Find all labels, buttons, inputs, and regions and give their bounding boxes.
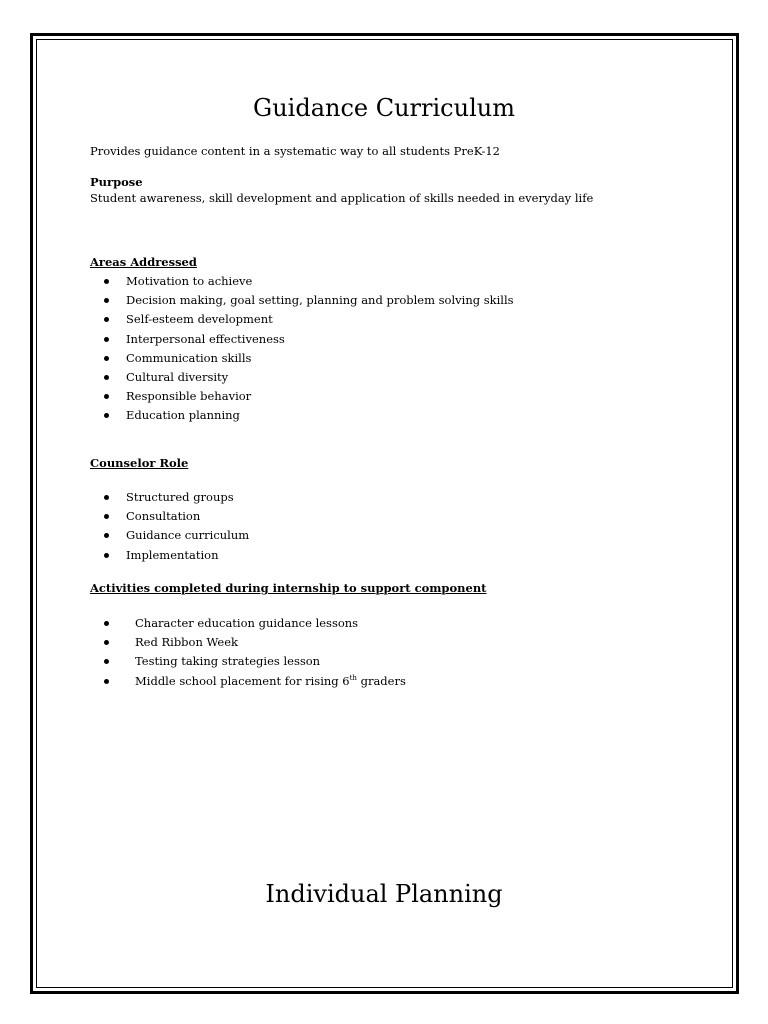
ordinal-superscript: th xyxy=(349,673,357,682)
activity-text: Middle school placement for rising 6 xyxy=(135,673,350,688)
areas-addressed-heading: Areas Addressed xyxy=(90,255,197,269)
bullet-icon xyxy=(104,621,109,626)
bullet-icon xyxy=(104,279,109,284)
next-section-title: Individual Planning xyxy=(265,880,503,908)
page-title: Guidance Curriculum xyxy=(253,94,515,122)
bullet-icon xyxy=(104,337,109,342)
activity-text-suffix: graders xyxy=(356,673,406,688)
bullet-icon xyxy=(104,553,109,558)
bullet-icon xyxy=(104,495,109,500)
purpose-heading: Purpose xyxy=(90,175,143,189)
counselor-role-heading: Counselor Role xyxy=(90,456,189,470)
bullet-icon xyxy=(104,375,109,380)
purpose-text: Student awareness, skill development and application of skills needed in everyday life xyxy=(90,191,594,205)
bullet-icon xyxy=(104,356,109,361)
intro-text: Provides guidance content in a systematic way to all students PreK-12 xyxy=(90,144,500,158)
bullet-icon xyxy=(104,679,109,684)
activities-heading: Activities completed during internship to support component xyxy=(90,581,487,595)
